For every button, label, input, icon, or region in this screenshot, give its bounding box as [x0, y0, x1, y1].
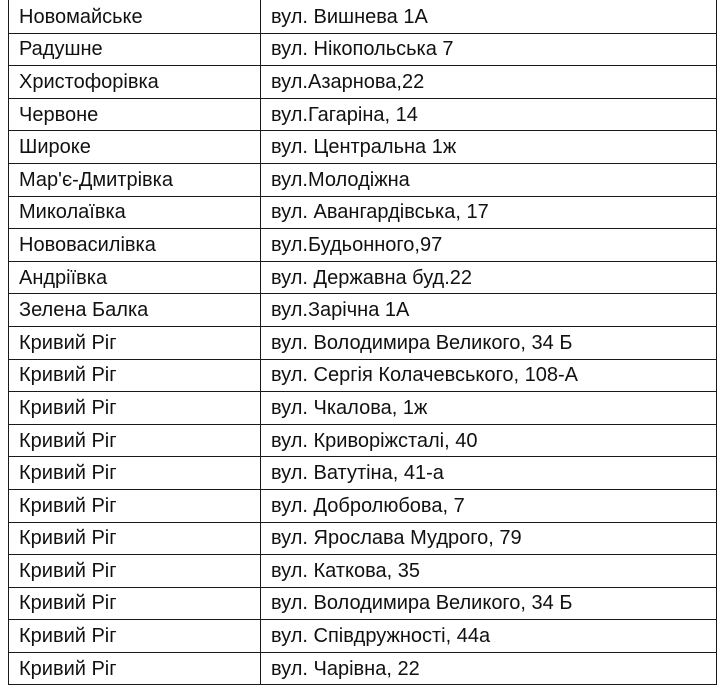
address-cell: вул. Співдружності, 44а — [261, 620, 717, 653]
address-cell: вул. Ватутіна, 41-а — [261, 457, 717, 490]
address-cell: вул. Державна буд.22 — [261, 261, 717, 294]
place-cell: Миколаївка — [9, 196, 261, 229]
table-row — [9, 66, 717, 99]
table-row — [9, 522, 717, 555]
table-row — [9, 489, 717, 522]
table-row — [9, 359, 717, 392]
place-cell: Кривий Ріг — [9, 326, 261, 359]
table-row — [9, 326, 717, 359]
place-cell: Широке — [9, 131, 261, 164]
table-row — [9, 392, 717, 425]
address-cell: вул. Сергія Колачевського, 108-А — [261, 359, 717, 392]
address-cell: вул. Вишнева 1А — [261, 1, 717, 34]
table-row — [9, 261, 717, 294]
place-cell: Радушне — [9, 33, 261, 66]
place-cell: Нововасилівка — [9, 229, 261, 262]
place-cell: Кривий Ріг — [9, 359, 261, 392]
table-row — [9, 294, 717, 327]
address-cell: вул. Чкалова, 1ж — [261, 392, 717, 425]
table-row — [9, 33, 717, 66]
place-cell: Кривий Ріг — [9, 457, 261, 490]
table-row — [9, 229, 717, 262]
table-row — [9, 98, 717, 131]
table-row — [9, 555, 717, 588]
address-cell: вул. Криворіжсталі, 40 — [261, 424, 717, 457]
address-cell: вул. Центральна 1ж — [261, 131, 717, 164]
place-cell: Андріївка — [9, 261, 261, 294]
place-cell: Кривий Ріг — [9, 587, 261, 620]
address-cell: вул. Нікопольська 7 — [261, 33, 717, 66]
place-cell: Кривий Ріг — [9, 424, 261, 457]
place-cell: Кривий Ріг — [9, 392, 261, 425]
address-table-body — [9, 1, 717, 685]
place-cell: Мар'є-Дмитрівка — [9, 163, 261, 196]
place-cell: Кривий Ріг — [9, 555, 261, 588]
address-cell: вул.Зарічна 1А — [261, 294, 717, 327]
table-row — [9, 652, 717, 685]
table-row — [9, 131, 717, 164]
table-row — [9, 587, 717, 620]
address-cell: вул.Азарнова,22 — [261, 66, 717, 99]
address-cell: вул. Володимира Великого, 34 Б — [261, 587, 717, 620]
place-cell: Кривий Ріг — [9, 522, 261, 555]
address-cell: вул. Авангардівська, 17 — [261, 196, 717, 229]
address-cell: вул.Будьонного,97 — [261, 229, 717, 262]
address-cell: вул. Володимира Великого, 34 Б — [261, 326, 717, 359]
address-table — [8, 0, 717, 685]
table-row — [9, 457, 717, 490]
place-cell: Зелена Балка — [9, 294, 261, 327]
place-cell: Кривий Ріг — [9, 620, 261, 653]
table-row — [9, 1, 717, 34]
table-row — [9, 196, 717, 229]
address-cell: вул. Добролюбова, 7 — [261, 489, 717, 522]
place-cell: Христофорівка — [9, 66, 261, 99]
place-cell: Кривий Ріг — [9, 489, 261, 522]
table-row — [9, 424, 717, 457]
address-cell: вул.Молодіжна — [261, 163, 717, 196]
address-table-container — [8, 0, 716, 685]
table-row — [9, 163, 717, 196]
address-cell: вул. Каткова, 35 — [261, 555, 717, 588]
place-cell: Новомайське — [9, 1, 261, 34]
address-cell: вул. Чарівна, 22 — [261, 652, 717, 685]
table-row — [9, 620, 717, 653]
place-cell: Червоне — [9, 98, 261, 131]
address-cell: вул. Ярослава Мудрого, 79 — [261, 522, 717, 555]
address-cell: вул.Гагаріна, 14 — [261, 98, 717, 131]
place-cell: Кривий Ріг — [9, 652, 261, 685]
